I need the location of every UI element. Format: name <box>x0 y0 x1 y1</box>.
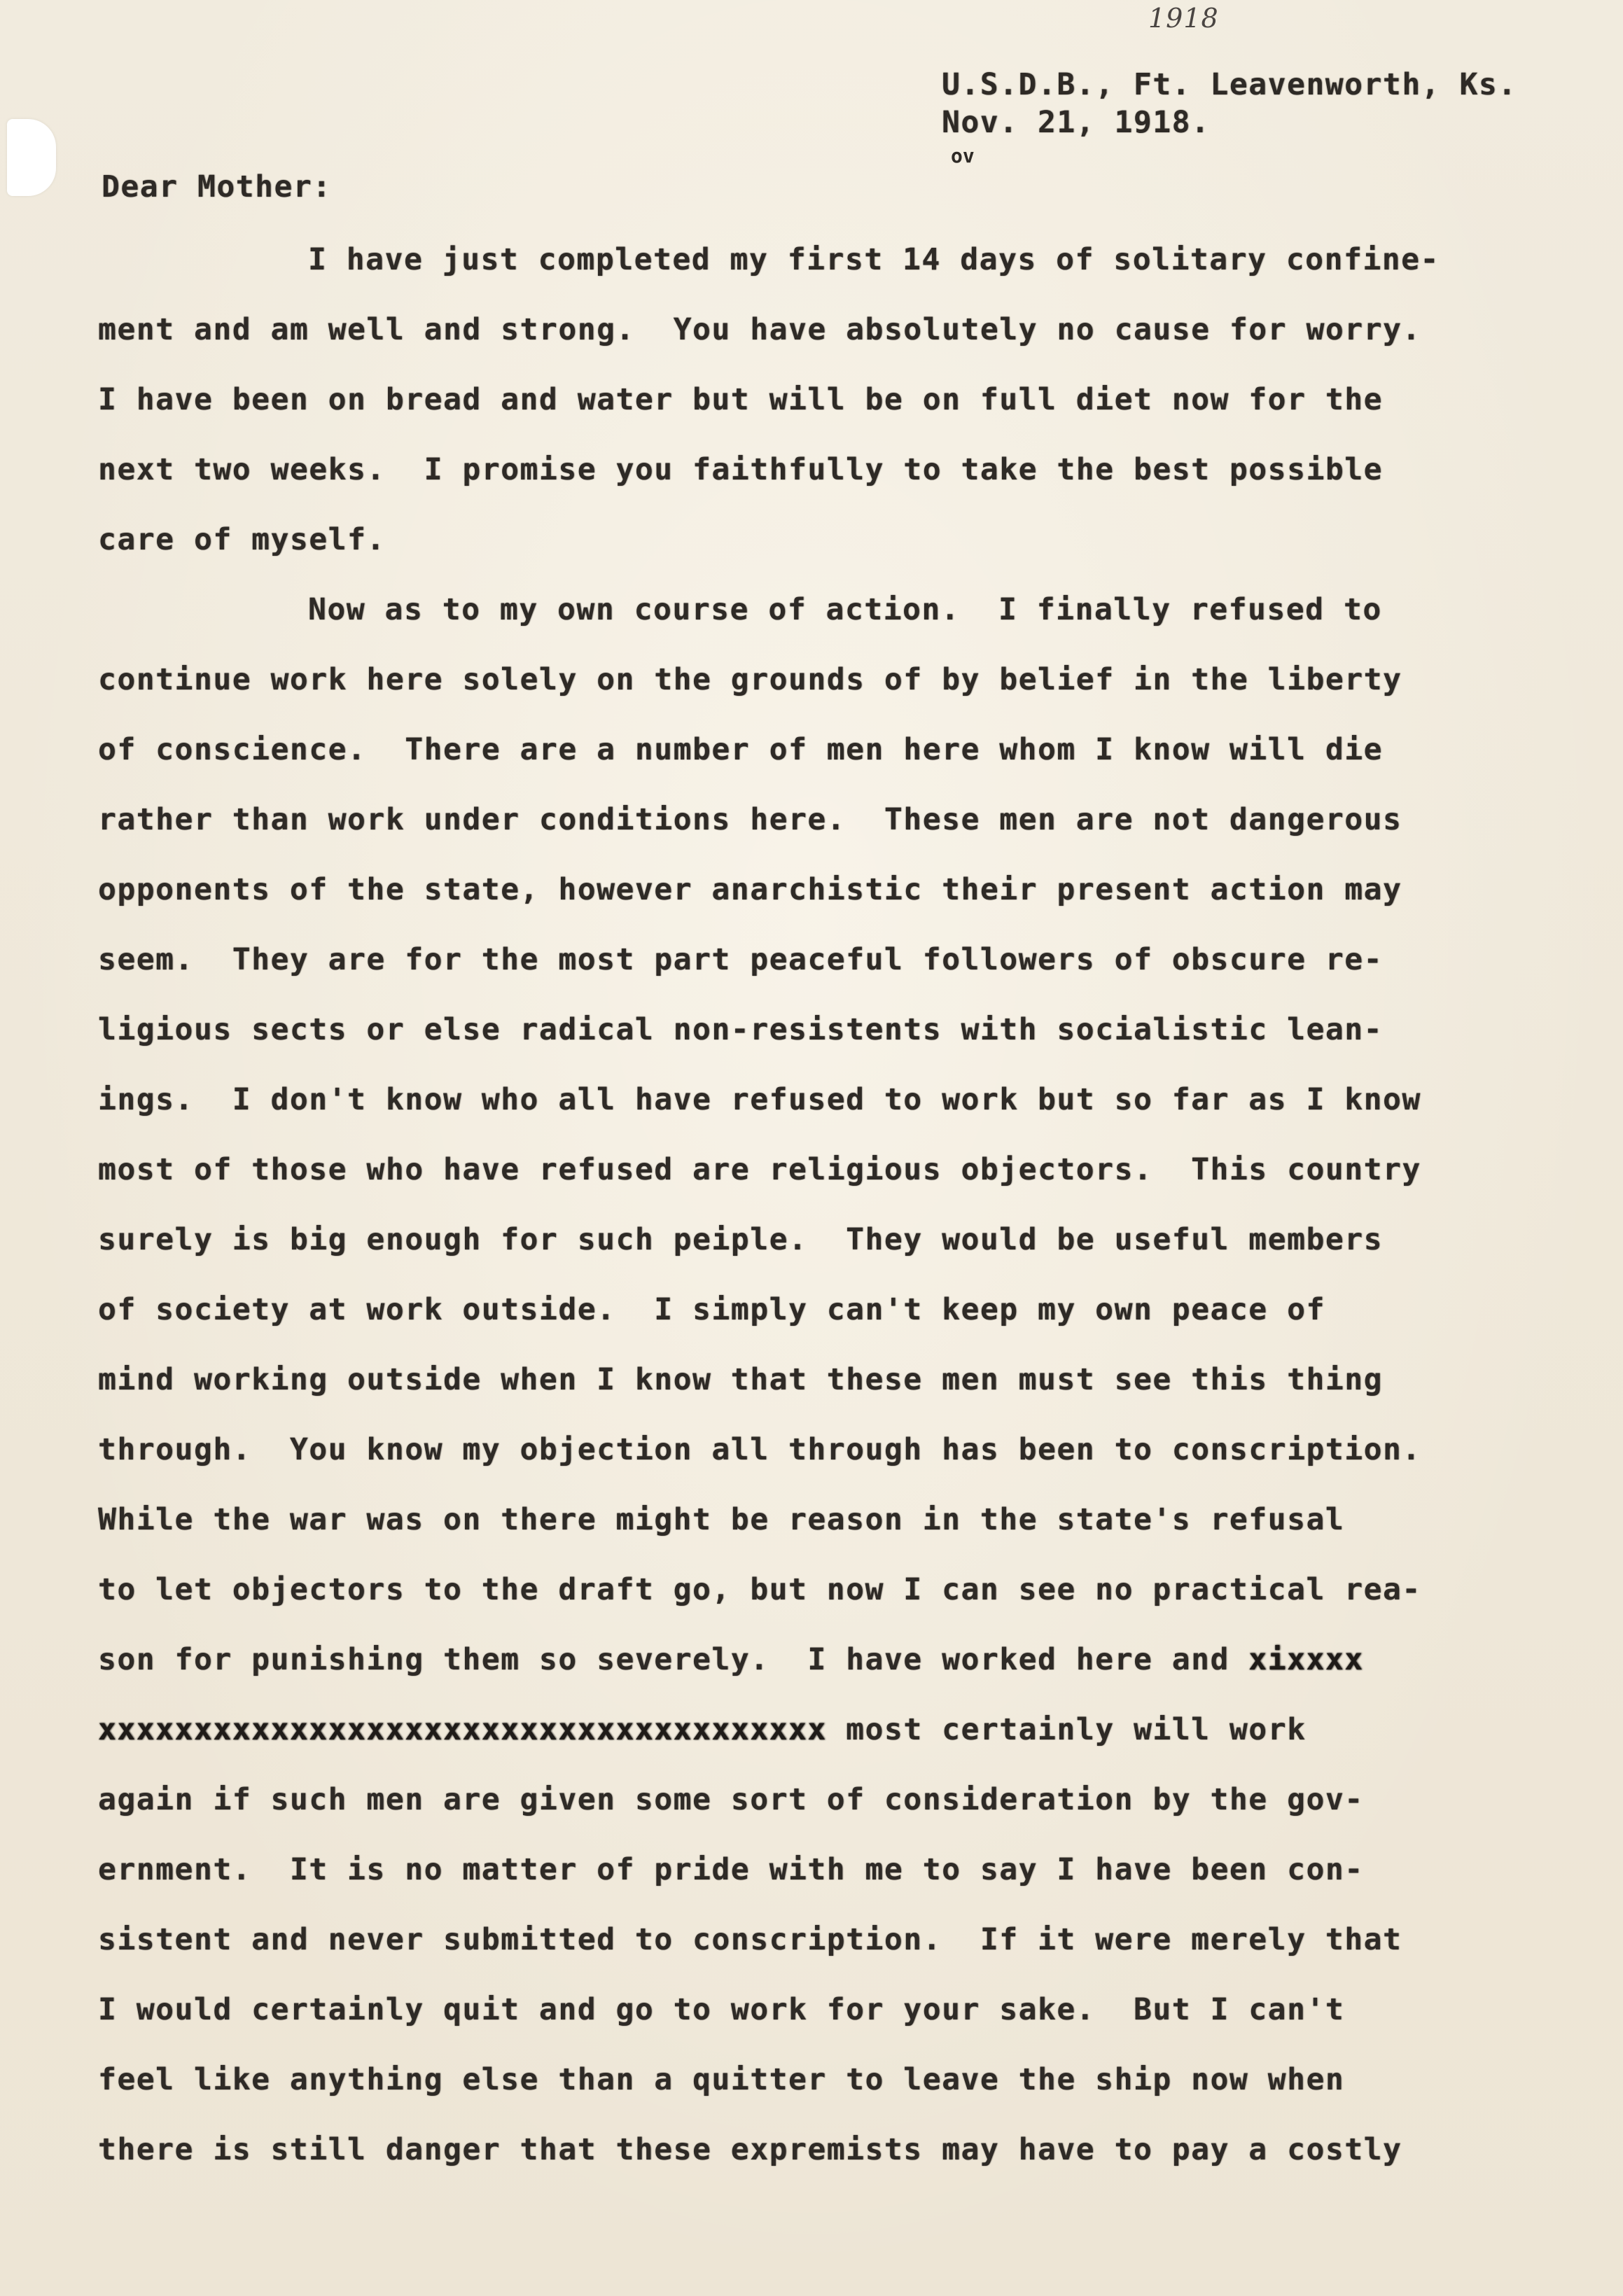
letter-line: sistent and never submitted to conscription. If it were merely that <box>98 1922 1402 1957</box>
letter-line: mind working outside when I know that these men must see this thing <box>98 1362 1384 1397</box>
letter-greeting: Dear Mother: <box>102 169 332 204</box>
letter-line: Now as to my own course of action. I finally refused to <box>308 592 1382 627</box>
letter-line: surely is big enough for such peiple. They would be useful members <box>98 1222 1384 1257</box>
letter-line: through. You know my objection all through has been to conscription. <box>98 1432 1421 1467</box>
letter-line: I would certainly quit and go to work for your sake. But I can't <box>98 1992 1345 2027</box>
letter-line: there is still danger that these expremists may have to pay a costly <box>98 2132 1402 2167</box>
letter-line-text: son for punishing them so severely. I have worked here and <box>98 1642 1249 1677</box>
struck-out-text: xixxxx <box>1248 1642 1364 1677</box>
letter-line-text: most certainly will work <box>846 1712 1307 1747</box>
letter-address: U.S.D.B., Ft. Leavenworth, Ks. <box>942 67 1517 102</box>
letter-line-with-strike <box>98 1712 1554 1747</box>
struck-out-text: xxxxxxxxxxxxxxxxxxxxxxxxxxxxxxxxxxxxxx <box>98 1712 827 1747</box>
letter-line: ings. I don't know who all have refused to work but so far as I know <box>98 1082 1421 1117</box>
letter-line: most of those who have refused are religious objectors. This country <box>98 1152 1421 1187</box>
letter-line: While the war was on there might be reason in the state's refusal <box>98 1502 1345 1537</box>
letter-line: ment and am well and strong. You have absolutely no cause for worry. <box>98 312 1421 347</box>
letter-line: care of myself. <box>98 522 386 557</box>
letter-date: Nov. 21, 1918. <box>942 105 1211 140</box>
handwritten-year: 1918 <box>1148 3 1219 34</box>
letter-line: ligious sects or else radical non-resistents with socialistic lean- <box>98 1012 1384 1047</box>
letter-line-with-strike <box>98 1642 1554 1677</box>
letter-line: feel like anything else than a quitter to leave the ship now when <box>98 2062 1345 2097</box>
letter-line: next two weeks. I promise you faithfully to take the best possible <box>98 452 1384 487</box>
letter-line: to let objectors to the draft go, but now I can see no practical rea- <box>98 1572 1421 1607</box>
letter-line: I have been on bread and water but will be on full diet now for the <box>98 382 1384 417</box>
letter-line: continue work here solely on the grounds of by belief in the liberty <box>98 662 1402 697</box>
letter-line: of conscience. There are a number of men here whom I know will die <box>98 732 1384 767</box>
archival-tab-mark <box>7 119 56 196</box>
date-mark: ov <box>951 144 975 167</box>
letter-line: again if such men are given some sort of consideration by the gov- <box>98 1782 1364 1817</box>
letter-line: I have just completed my first 14 days of solitary confine- <box>308 242 1440 277</box>
letter-line: of society at work outside. I simply can't keep my own peace of <box>98 1292 1325 1327</box>
letter-line: ernment. It is no matter of pride with me to say I have been con- <box>98 1852 1364 1887</box>
letter-line: opponents of the state, however anarchistic their present action may <box>98 872 1402 907</box>
letter-line: seem. They are for the most part peaceful followers of obscure re- <box>98 942 1384 977</box>
letter-line: rather than work under conditions here. These men are not dangerous <box>98 802 1402 837</box>
